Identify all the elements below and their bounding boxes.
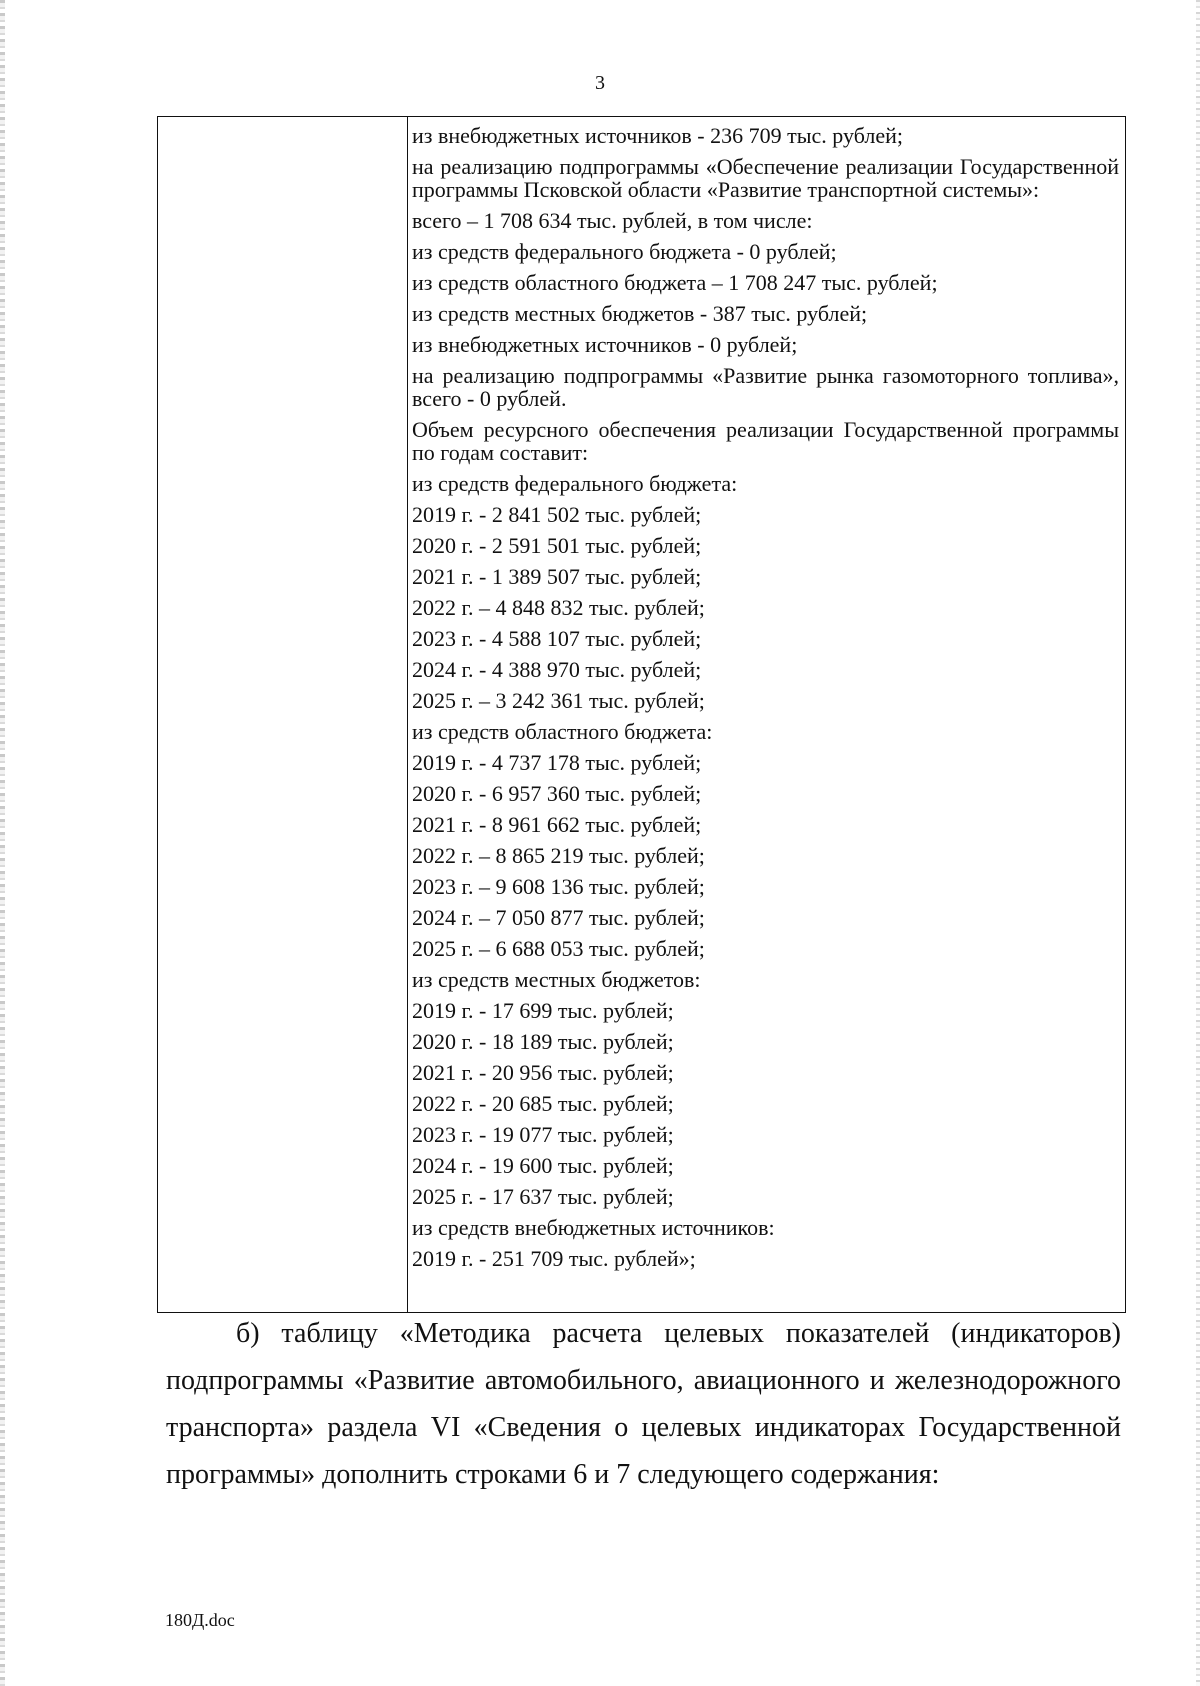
table-right-cell — [412, 124, 1119, 1270]
table-row: из средств федерального бюджета: — [412, 471, 738, 496]
table-row: на реализацию подпрограммы «Обеспечение реализации Государственной программы Псковской области «Развитие транспортной системы»: — [412, 154, 1119, 202]
table-row: 2024 г. - 19 600 тыс. рублей; — [412, 1153, 674, 1178]
table-row: из средств местных бюджетов - 387 тыс. рублей; — [412, 301, 868, 326]
table-row: 2024 г. – 7 050 877 тыс. рублей; — [412, 905, 705, 930]
table-row: из средств федерального бюджета - 0 рублей; — [412, 239, 837, 264]
table-row: 2021 г. - 1 389 507 тыс. рублей; — [412, 564, 702, 589]
table-row: 2021 г. - 8 961 662 тыс. рублей; — [412, 812, 702, 837]
table-row: 2025 г. - 17 637 тыс. рублей; — [412, 1184, 674, 1209]
table-row: 2022 г. - 20 685 тыс. рублей; — [412, 1091, 674, 1116]
table-row: 2019 г. - 251 709 тыс. рублей»; — [412, 1246, 696, 1271]
table-row: 2019 г. - 17 699 тыс. рублей; — [412, 998, 674, 1023]
page-number: 3 — [595, 72, 605, 94]
table-row: 2020 г. - 6 957 360 тыс. рублей; — [412, 781, 702, 806]
table-row: на реализацию подпрограммы «Развитие рынка газомоторного топлива», всего - 0 рублей. — [412, 363, 1119, 411]
table-row: 2020 г. - 18 189 тыс. рублей; — [412, 1029, 674, 1054]
funding-table — [157, 116, 1126, 1313]
table-row: 2023 г. - 19 077 тыс. рублей; — [412, 1122, 674, 1147]
scan-edge-right — [1196, 0, 1200, 1686]
table-row: 2023 г. - 4 588 107 тыс. рублей; — [412, 626, 702, 651]
table-row: 2025 г. – 3 242 361 тыс. рублей; — [412, 688, 705, 713]
table-row: из средств местных бюджетов: — [412, 967, 701, 992]
table-column-divider — [407, 117, 408, 1312]
table-row: из внебюджетных источников - 0 рублей; — [412, 332, 798, 357]
table-row: 2024 г. - 4 388 970 тыс. рублей; — [412, 657, 702, 682]
amendment-paragraph: б) таблицу «Методика расчета целевых показателей (индикаторов) подпрограммы «Развитие автомобильного, авиационного и железнодорожного транспорта» раздела VI «Сведения о целевых индикаторах Государственной программы» дополнить строками 6 и 7 следующего содержания: — [166, 1318, 1121, 1490]
table-row: 2025 г. – 6 688 053 тыс. рублей; — [412, 936, 705, 961]
scan-edge-left — [0, 0, 5, 1686]
table-row: 2023 г. – 9 608 136 тыс. рублей; — [412, 874, 705, 899]
file-name-footer: 180Д.doc — [165, 1610, 235, 1630]
table-row: 2019 г. - 2 841 502 тыс. рублей; — [412, 502, 702, 527]
table-row: из средств внебюджетных источников: — [412, 1215, 775, 1240]
table-row: 2022 г. – 4 848 832 тыс. рублей; — [412, 595, 705, 620]
table-row: из средств областного бюджета – 1 708 247 тыс. рублей; — [412, 270, 938, 295]
table-row: 2021 г. - 20 956 тыс. рублей; — [412, 1060, 674, 1085]
table-row: всего – 1 708 634 тыс. рублей, в том числе: — [412, 208, 813, 233]
table-row: 2022 г. – 8 865 219 тыс. рублей; — [412, 843, 705, 868]
table-row: из средств областного бюджета: — [412, 719, 713, 744]
table-row: Объем ресурсного обеспечения реализации Государственной программы по годам составит: — [412, 417, 1119, 465]
table-row: 2020 г. - 2 591 501 тыс. рублей; — [412, 533, 702, 558]
table-row: 2019 г. - 4 737 178 тыс. рублей; — [412, 750, 702, 775]
table-row: из внебюджетных источников - 236 709 тыс. рублей; — [412, 123, 903, 148]
